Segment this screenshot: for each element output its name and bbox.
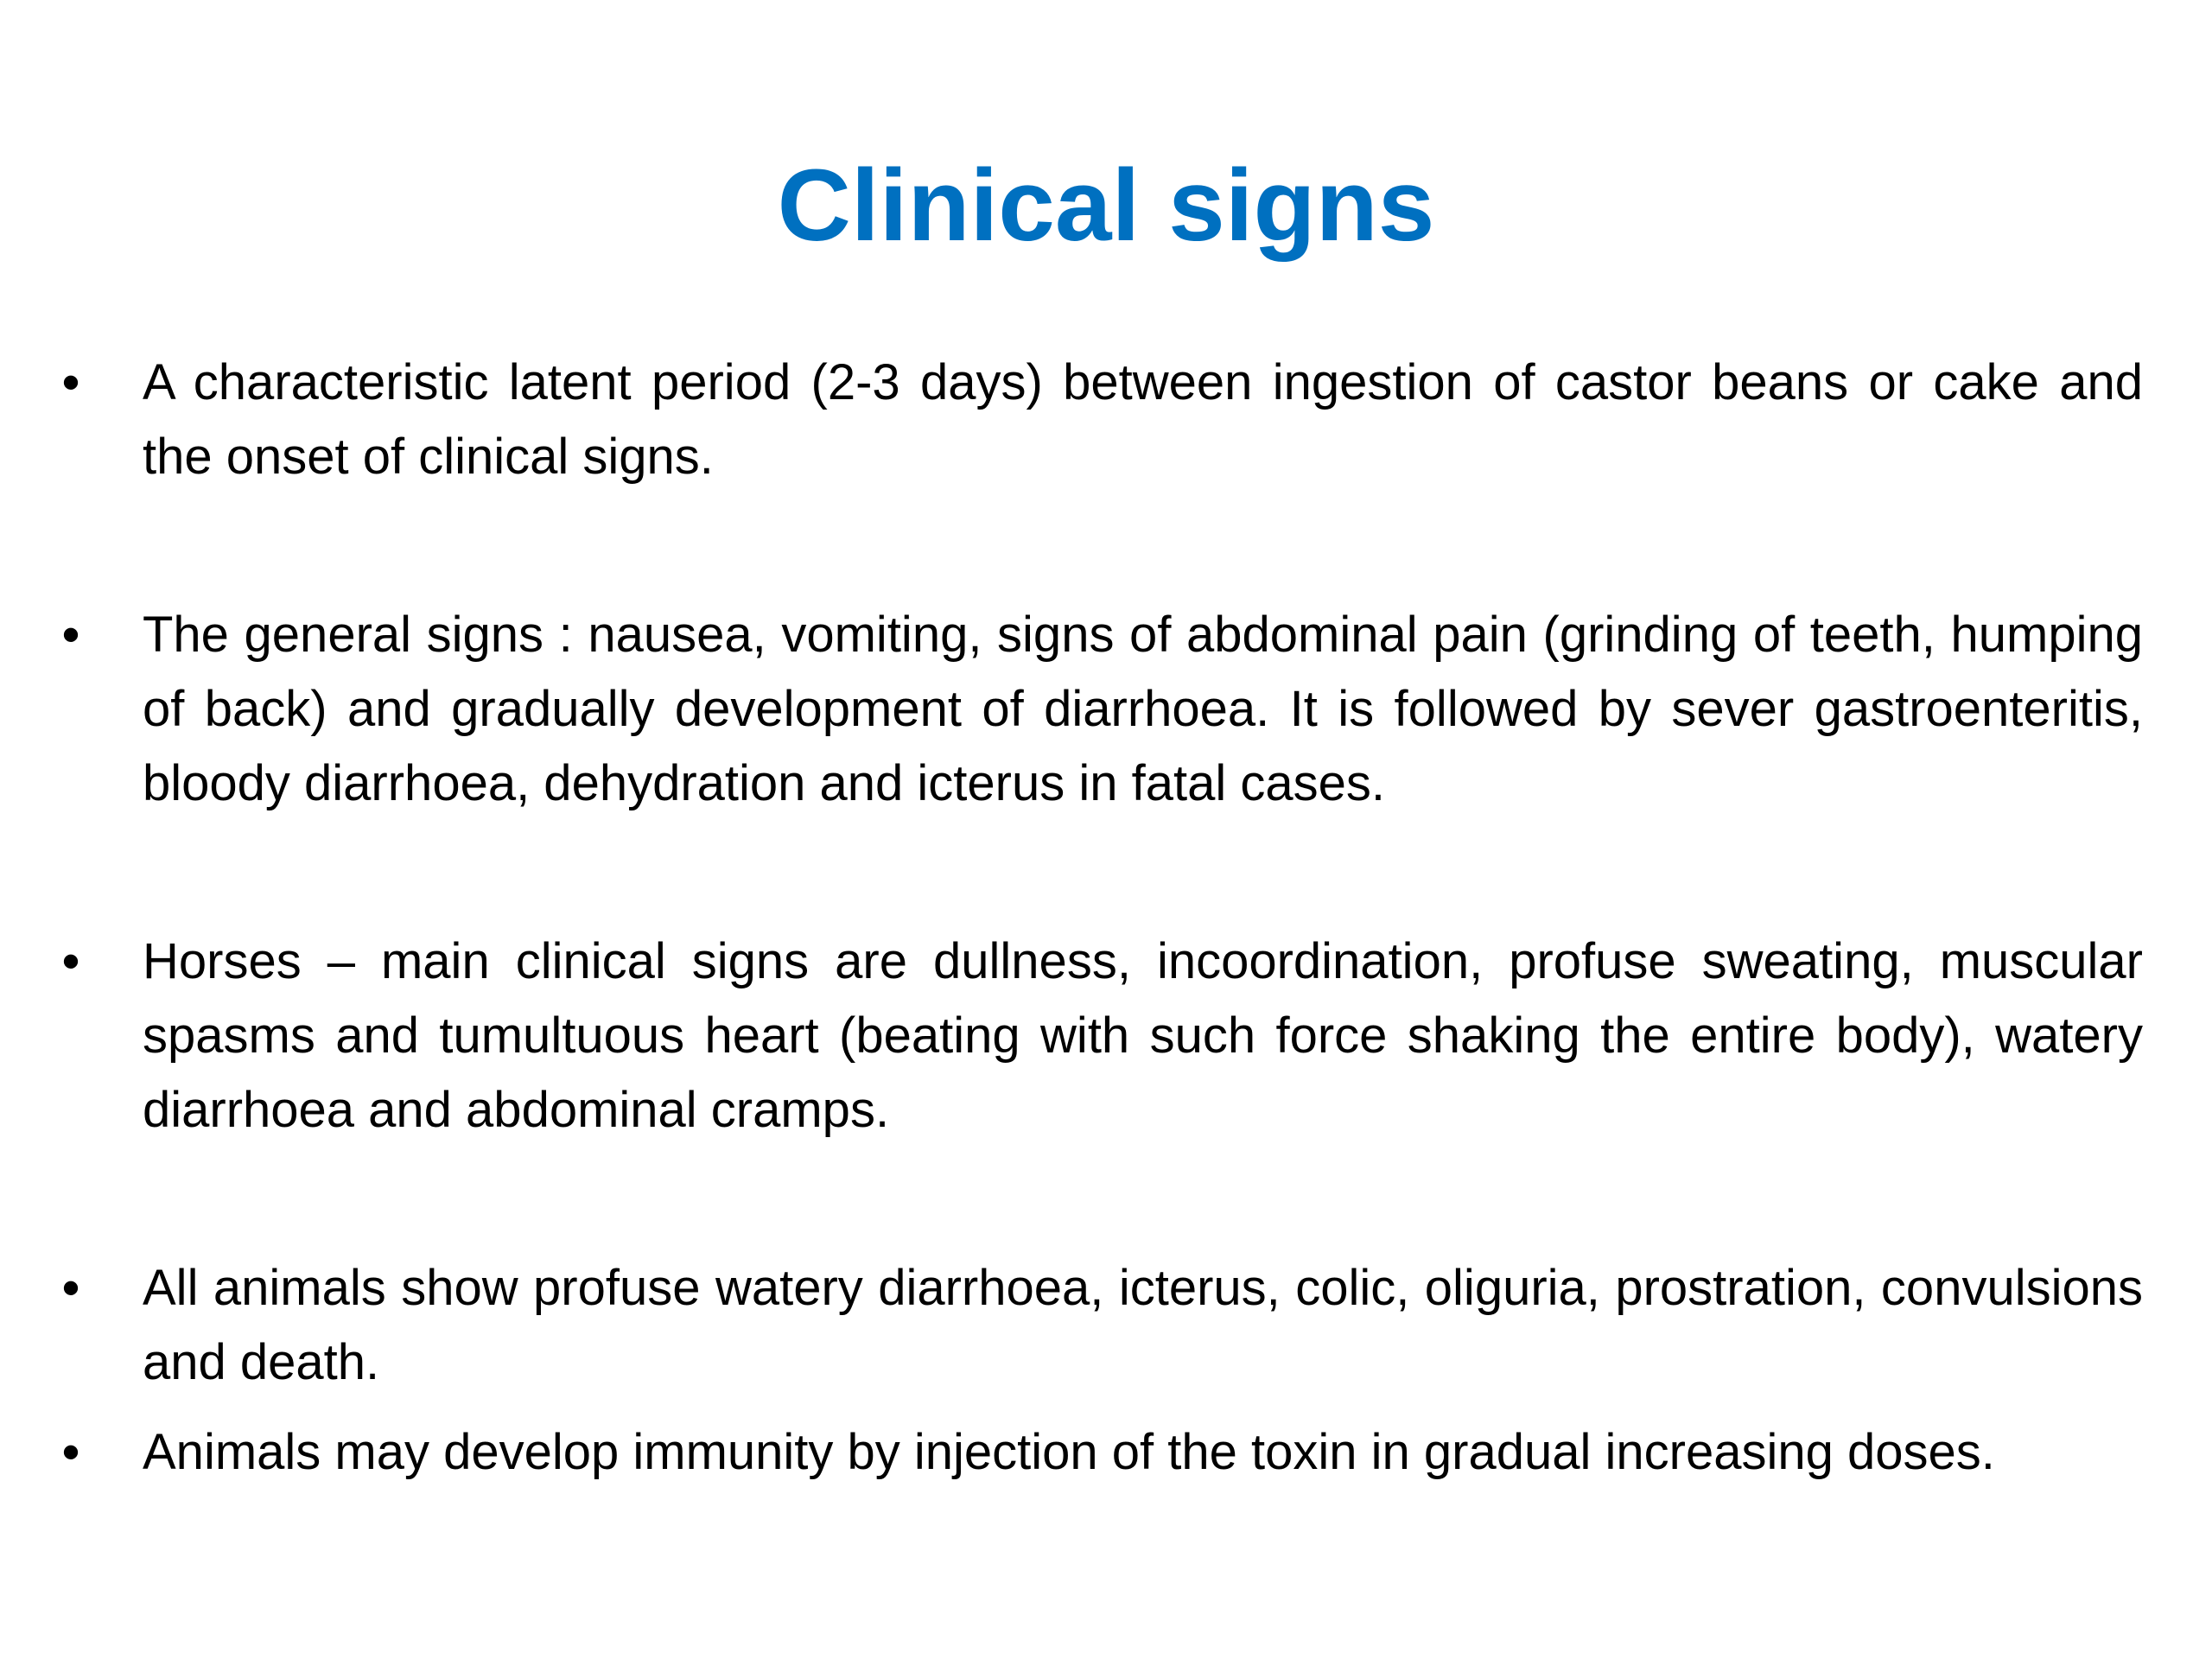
bullet-icon: •: [61, 1423, 80, 1481]
bullet-text: Horses – main clinical signs are dullness, incoordination, profuse sweating, muscular spasms and tumultuous heart (beating with such force shaking the entire body), watery diarrhoea and abdominal cramps.: [143, 933, 2143, 1138]
bullet-icon: •: [61, 932, 80, 990]
bullet-text: All animals show profuse watery diarrhoea, icterus, colic, oliguria, prostration, convulsions and death.: [143, 1260, 2143, 1390]
bullet-icon: •: [61, 606, 80, 664]
slide-title: Clinical signs: [777, 149, 1435, 263]
bullet-text: The general signs : nausea, vomiting, signs of abdominal pain (grinding of teeth, humping of back) and gradually development of diarrhoea. It is followed by sever gastroenteritis, bloody diarrhoea, dehydration and icterus in fatal cases.: [143, 607, 2143, 811]
bullet-text: Animals may develop immunity by injection of the toxin in gradual increasing doses.: [143, 1424, 1995, 1480]
bullet-text: A characteristic latent period (2-3 days) between ingestion of castor beans or cake and the onset of clinical signs.: [143, 354, 2143, 485]
bullet-icon: •: [61, 353, 80, 411]
bullet-icon: •: [61, 1259, 80, 1317]
